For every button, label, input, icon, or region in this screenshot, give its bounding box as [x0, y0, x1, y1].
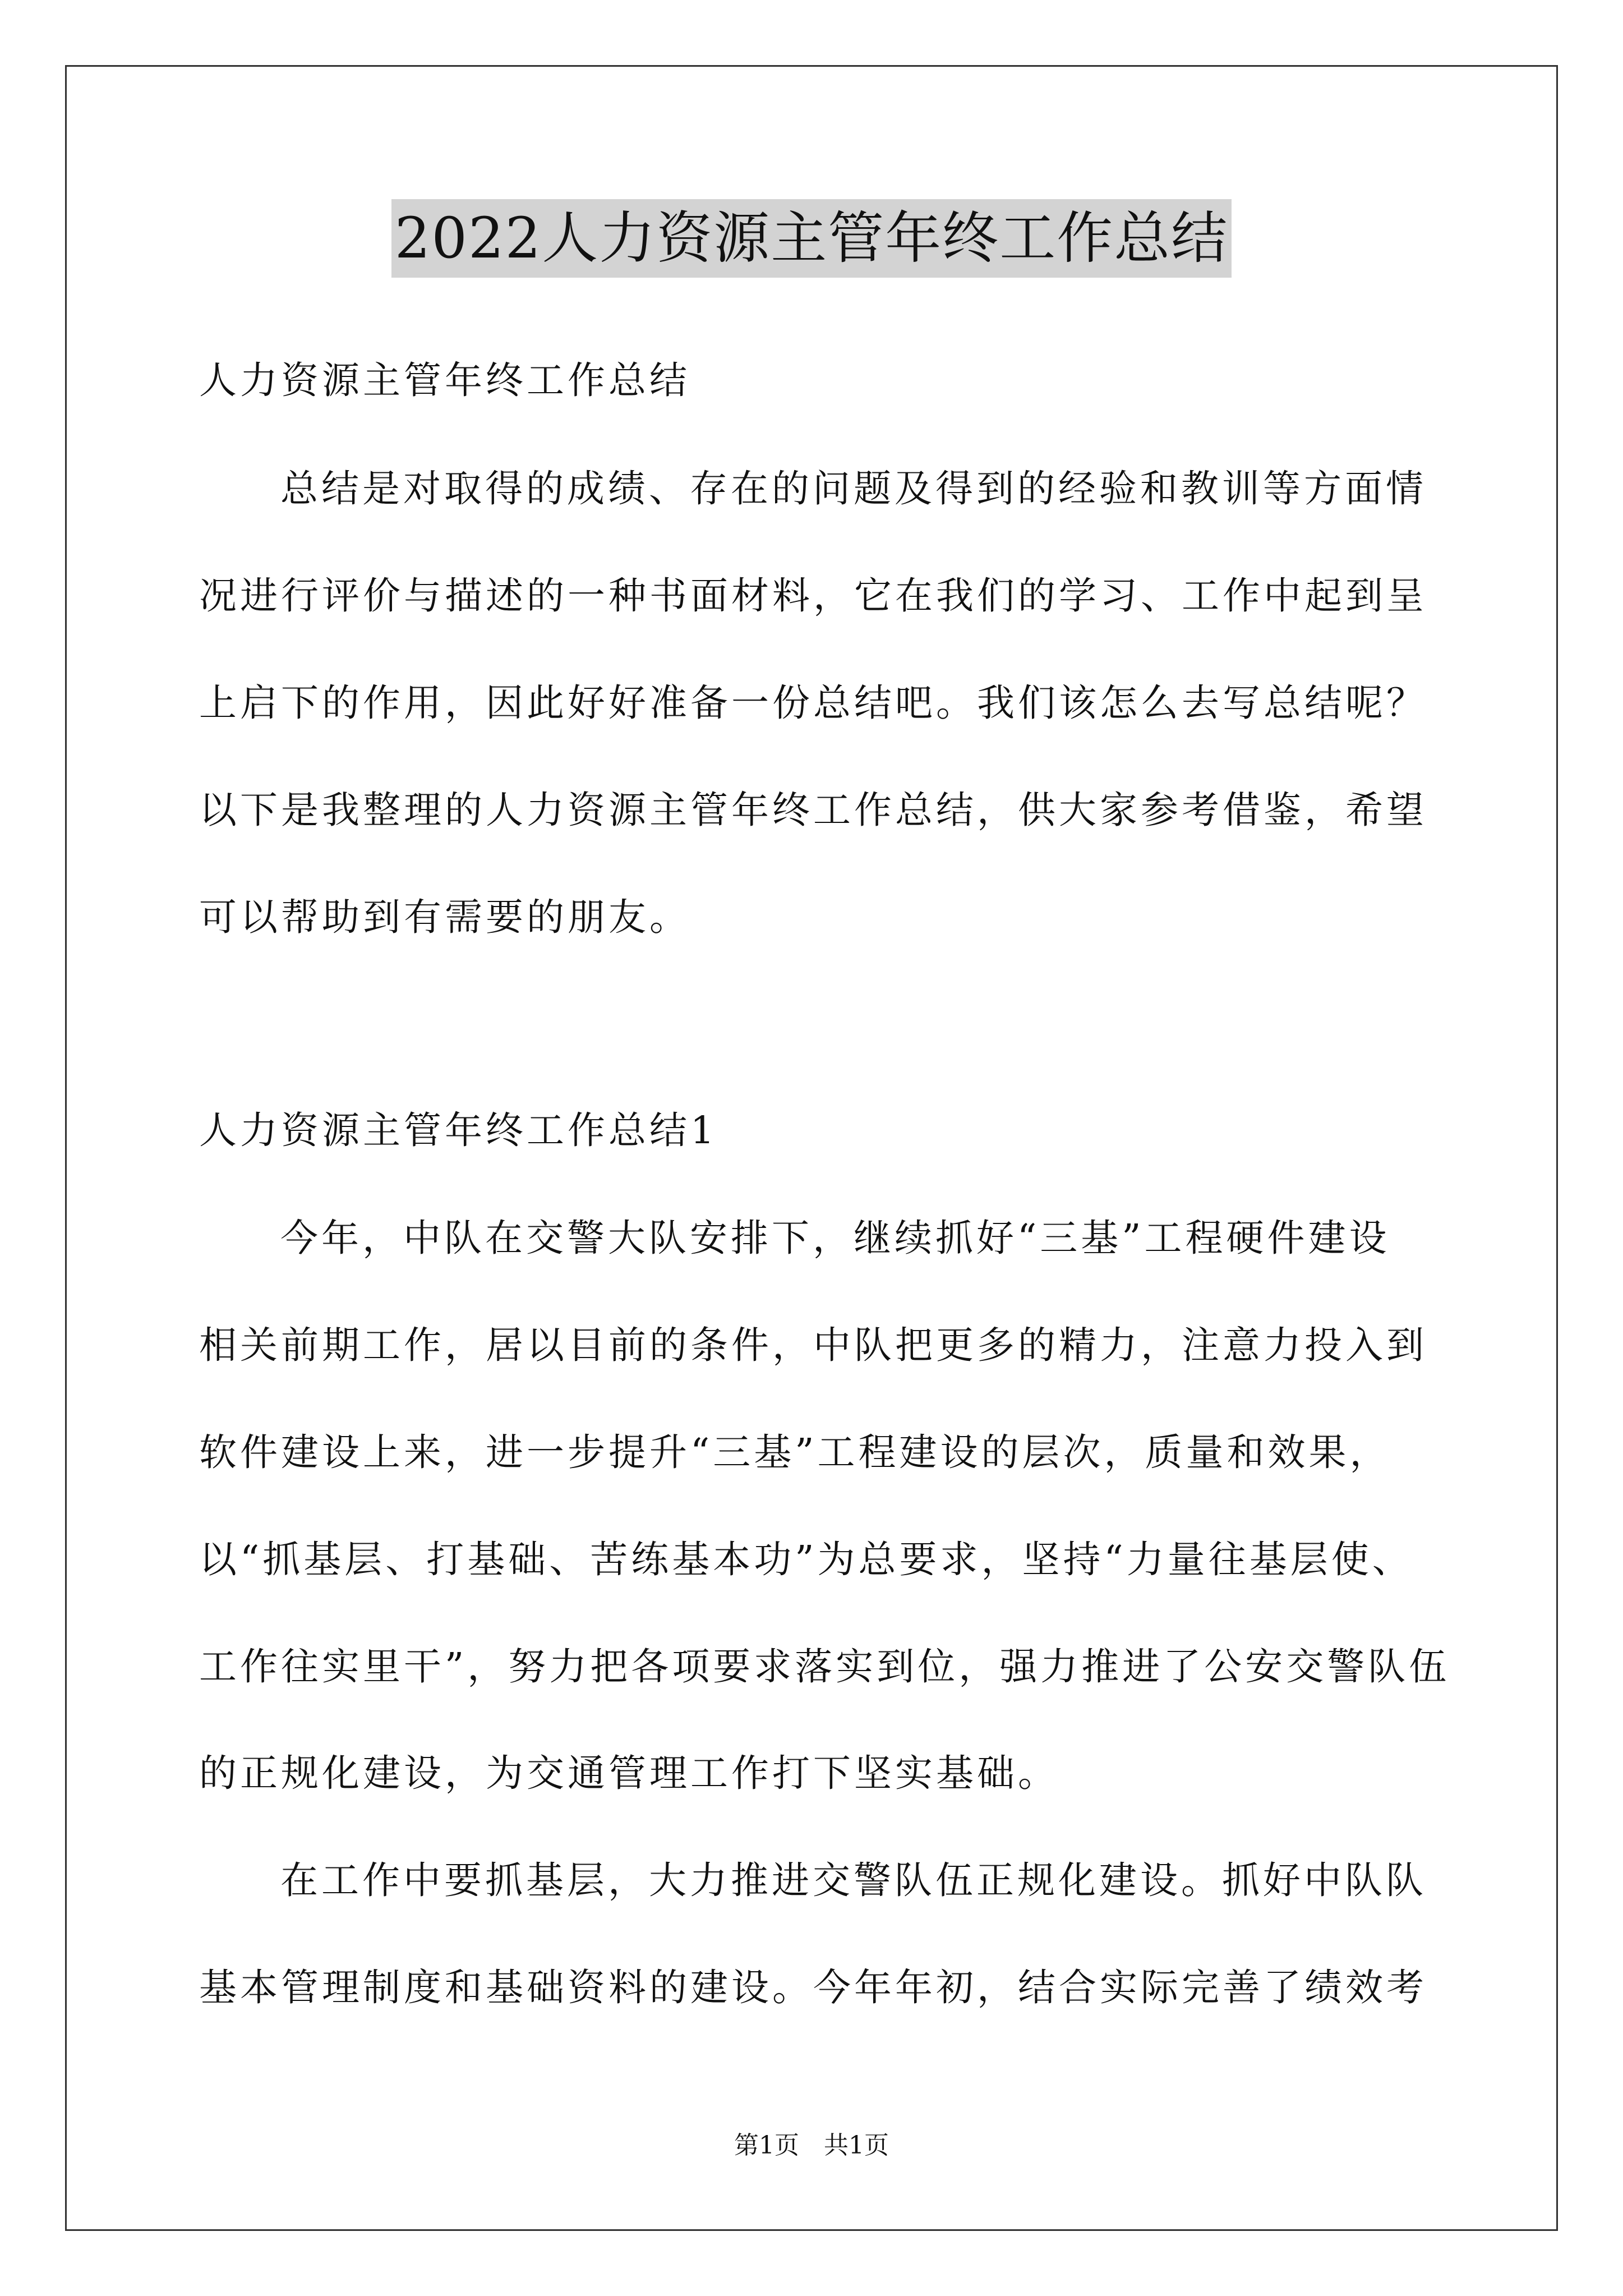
- section1-line-1: 今年，中队在交警大队安排下，继续抓好“三基”工程硬件建设: [280, 1216, 1390, 1260]
- section2-line-1: 在工作中要抓基层，大力推进交警队伍正规化建设。抓好中队队: [280, 1858, 1427, 1902]
- intro-line-4: 以下是我整理的人力资源主管年终工作总结，供大家参考借鉴，希望: [199, 788, 1427, 832]
- page-footer: 第1页 共1页: [734, 2131, 889, 2160]
- heading-1: 人力资源主管年终工作总结: [199, 358, 690, 402]
- intro-line-1: 总结是对取得的成绩、存在的问题及得到的经验和教训等方面情: [280, 467, 1427, 510]
- intro-line-3: 上启下的作用，因此好好准备一份总结吧。我们该怎么去写总结呢？: [199, 681, 1427, 725]
- section1-line-2: 相关前期工作，居以目前的条件，中队把更多的精力，注意力投入到: [199, 1323, 1427, 1367]
- title-wrap: [0, 199, 1623, 278]
- section1-line-5: 工作往实里干”，努力把各项要求落实到位，强力推进了公安交警队伍: [199, 1645, 1450, 1688]
- intro-line-5: 可以帮助到有需要的朋友。: [199, 895, 690, 939]
- section1-line-6: 的正规化建设，为交通管理工作打下坚实基础。: [199, 1751, 1059, 1795]
- section2-line-2: 基本管理制度和基础资料的建设。今年年初，结合实际完善了绩效考: [199, 1966, 1427, 2009]
- heading-2: 人力资源主管年终工作总结1: [199, 1108, 718, 1152]
- section1-line-4: 以“抓基层、打基础、苦练基本功”为总要求，坚持“力量往基层使、: [199, 1538, 1413, 1581]
- document-title: 2022人力资源主管年终工作总结: [391, 199, 1232, 278]
- section1-line-3: 软件建设上来，进一步提升“三基”工程建设的层次，质量和效果，: [199, 1430, 1391, 1474]
- intro-line-2: 况进行评价与描述的一种书面材料，它在我们的学习、工作中起到呈: [199, 574, 1427, 618]
